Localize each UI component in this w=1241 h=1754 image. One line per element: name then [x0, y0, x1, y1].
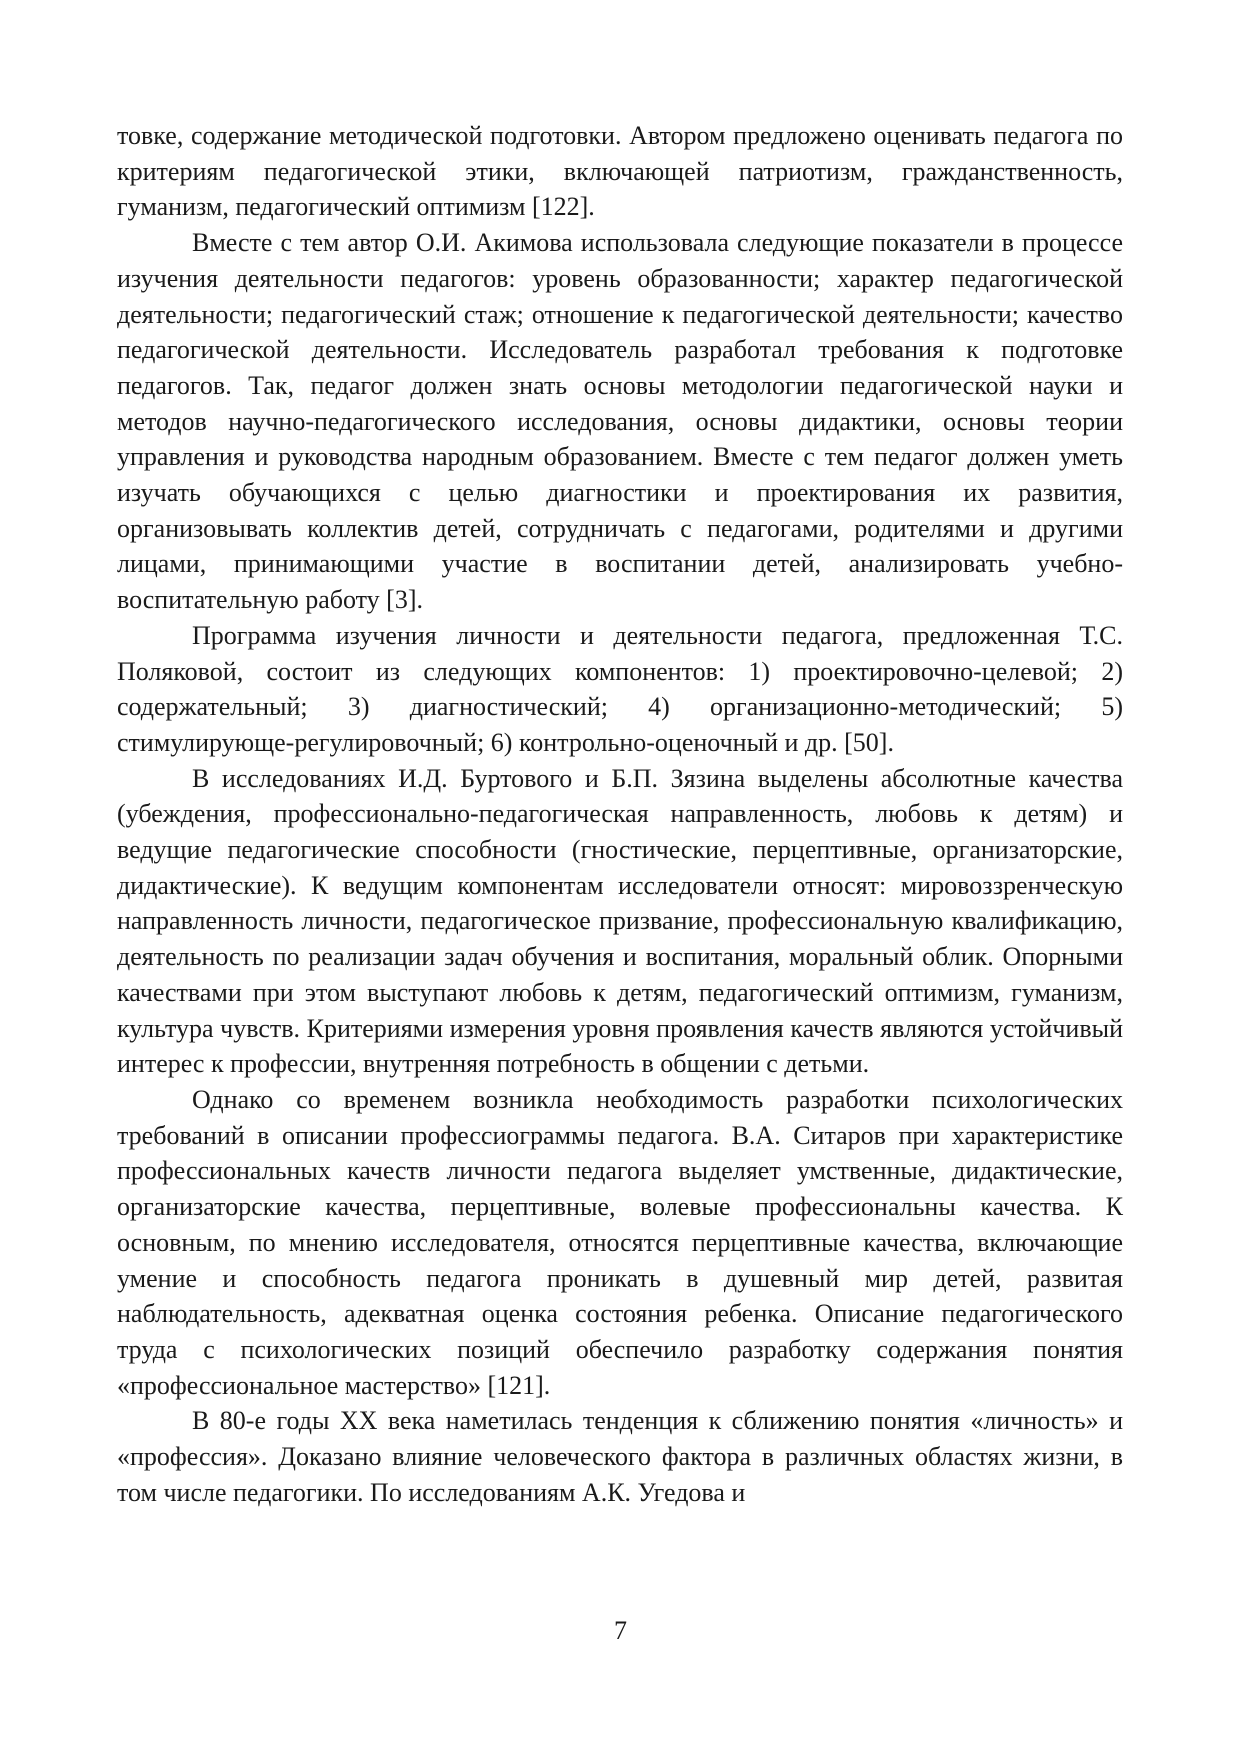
paragraph-6: В 80-е годы XX века наметилась тенденция к сближению понятия «личность» и «профессия». Доказано влияние человеческого фактора в различных областях жизни, в том числе педагогики. По исследованиям А.К. Угедова и [117, 1406, 1123, 1507]
page-body [117, 118, 1123, 1510]
paragraph-1: товке, содержание методической подготовки. Автором предложено оценивать педагога по критериям педагогической этики, включающей патриотизм, гражданственность, гуманизм, педагогический оптимизм [122]. [117, 121, 1123, 222]
paragraph-2: Вместе с тем автор О.И. Акимова использовала следующие показатели в процессе изучения деятельности педагогов: уровень образованности; характер педагогической деятельности; педагогический стаж; отношение к педагогической деятельности; качество педагогической деятельности. Исследователь разработал требования к подготовке педагогов. Так, педагог должен знать основы методологии педагогической науки и методов научно-педагогического исследования, основы дидактики, основы теории управления и руководства народным образованием. Вместе с тем педагог должен уметь изучать обучающихся с целью диагностики и проектирования их развития, организовывать коллектив детей, сотрудничать с педагогами, родителями и другими лицами, принимающими участие в воспитании детей, анализировать учебно-воспитательную работу [3]. [117, 228, 1123, 615]
paragraph-4: В исследованиях И.Д. Буртового и Б.П. Зязина выделены абсолютные качества (убеждения, профессионально-педагогическая направленность, любовь к детям) и ведущие педагогические способности (гностические, перцептивные, организаторские, дидактические). К ведущим компонентам исследователи относят: мировоззренческую направленность личности, педагогическое призвание, профессиональную квалификацию, деятельность по реализации задач обучения и воспитания, моральный облик. Опорными качествами при этом выступают любовь к детям, педагогический оптимизм, гуманизм, культура чувств. Критериями измерения уровня проявления качеств являются устойчивый интерес к профессии, внутренняя потребность в общении с детьми. [117, 763, 1123, 1079]
page-number: 7 [614, 1616, 627, 1645]
paragraph-5: Однако со временем возникла необходимость разработки психологических требований в описании профессиограммы педагога. В.А. Ситаров при характеристике профессиональных качеств личности педагога выделяет умственные, дидактические, организаторские качества, перцептивные, волевые профессиональны качества. К основным, по мнению исследователя, относятся перцептивные качества, включающие умение и способность педагога проникать в душевный мир детей, развитая наблюдательность, адекватная оценка состояния ребенка. Описание педагогического труда с психологических позиций обеспечило разработку содержания понятия «профессиональное мастерство» [121]. [117, 1084, 1123, 1400]
paragraph-3: Программа изучения личности и деятельности педагога, предложенная Т.С. Поляковой, состоит из следующих компонентов: 1) проектировочно-целевой; 2) содержательный; 3) диагностический; 4) организационно-методический; 5) стимулирующе-регулировочный; 6) контрольно-оценочный и др. [50]. [117, 620, 1123, 757]
